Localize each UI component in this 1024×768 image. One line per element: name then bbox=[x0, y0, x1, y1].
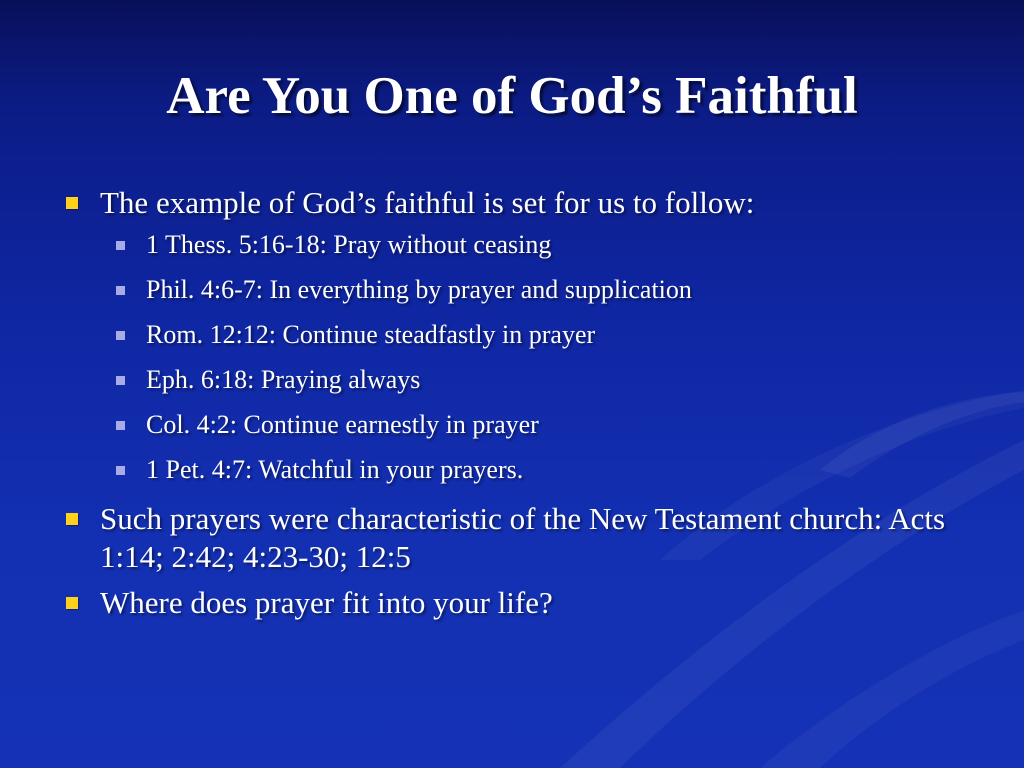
sub-bullet-point bbox=[100, 230, 982, 260]
sub-bullet-text: Col. 4:2: Continue earnestly in prayer bbox=[146, 410, 539, 439]
bullet-text: The example of God’s faithful is set for us to follow: bbox=[100, 185, 755, 220]
square-bullet-icon bbox=[116, 286, 125, 295]
sub-bullet-text: 1 Thess. 5:16-18: Pray without ceasing bbox=[146, 230, 552, 259]
square-bullet-icon bbox=[116, 376, 125, 385]
sub-bullet-text: 1 Pet. 4:7: Watchful in your prayers. bbox=[146, 455, 524, 484]
sub-bullet-text: Rom. 12:12: Continue steadfastly in prayer bbox=[146, 320, 596, 349]
square-bullet-icon bbox=[66, 513, 78, 525]
bullet-point bbox=[62, 184, 982, 222]
slide-body bbox=[62, 184, 982, 630]
sub-bullet-point bbox=[100, 410, 982, 440]
sub-bullet-point bbox=[100, 455, 982, 485]
square-bullet-icon bbox=[66, 197, 78, 209]
sub-bullet-point bbox=[100, 275, 982, 305]
bullet-text: Such prayers were characteristic of the New Testament church: Acts 1:14; 2:42; 4:23-30; 12:5 bbox=[100, 501, 946, 574]
bullet-point bbox=[62, 500, 982, 576]
square-bullet-icon bbox=[116, 241, 125, 250]
sub-bullet-text: Eph. 6:18: Praying always bbox=[146, 365, 421, 394]
sub-bullet-point bbox=[100, 320, 982, 350]
bullet-point bbox=[62, 584, 982, 622]
square-bullet-icon bbox=[116, 331, 125, 340]
bullet-text: Where does prayer fit into your life? bbox=[100, 585, 553, 620]
square-bullet-icon bbox=[116, 421, 125, 430]
sub-bullet-text: Phil. 4:6-7: In everything by prayer and supplication bbox=[146, 275, 692, 304]
square-bullet-icon bbox=[116, 466, 125, 475]
square-bullet-icon bbox=[66, 597, 78, 609]
slide-title: Are You One of God’s Faithful bbox=[166, 67, 858, 125]
sub-bullet-list bbox=[100, 230, 982, 485]
sub-bullet-point bbox=[100, 365, 982, 395]
